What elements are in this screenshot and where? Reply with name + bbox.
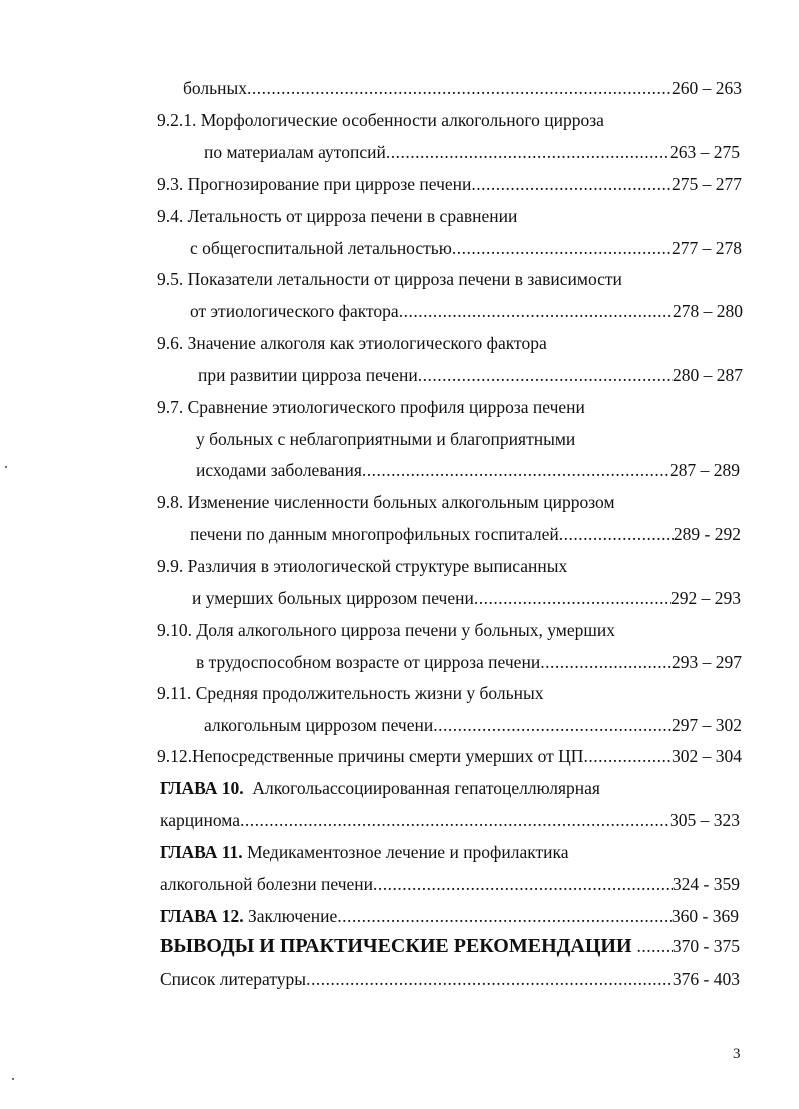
toc-entry [160, 935, 740, 957]
toc-entry-pages: 289 - 292 [673, 524, 741, 544]
toc-leader-dots [337, 905, 672, 927]
toc-entry [183, 77, 742, 99]
toc-entry [157, 173, 742, 195]
toc-entry-text: с общегоспитальной летальностью [190, 238, 452, 258]
toc-entry-pages: 292 – 293 [671, 588, 741, 608]
toc-entry-title: 9.7. Сравнение этиологического профиля цирроза печени [157, 397, 585, 417]
chapter-title-text: Алкогольассоциированная гепатоцеллюлярная [243, 778, 600, 798]
toc-entry-text: ВЫВОДЫ И ПРАКТИЧЕСКИЕ РЕКОМЕНДАЦИИ [160, 935, 637, 957]
toc-entry-text: карцинома [160, 810, 240, 830]
toc-leader-dots [583, 745, 672, 767]
toc-entry-text [160, 905, 337, 927]
toc-entry-pages: 305 – 323 [670, 810, 740, 830]
page-number: 3 [733, 1046, 741, 1062]
toc-entry-pages: 376 - 403 [672, 969, 740, 989]
toc-entry-pages: 293 – 297 [672, 652, 742, 672]
toc-entry-title: 9.4. Летальность от цирроза печени в сравнении [157, 206, 518, 226]
toc-entry-pages: 280 – 287 [673, 365, 743, 385]
toc-leader-dots [362, 459, 670, 481]
toc-entry [190, 523, 741, 545]
toc-entry-title: 9.10. Доля алкогольного цирроза печени у больных, умерших [157, 620, 615, 640]
toc-leader-dots [386, 141, 670, 163]
toc-entry-text: от этиологического фактора [190, 301, 399, 321]
toc-entry [160, 968, 740, 990]
toc-entry-text: алкогольным циррозом печени [204, 715, 434, 735]
chapter-label: ГЛАВА 11. [160, 842, 243, 862]
toc-entry-text: и умерших больных циррозом печени [192, 588, 474, 608]
toc-entry [198, 364, 743, 386]
toc-entry-pages: 360 - 369 [671, 906, 739, 926]
toc-leader-dots [247, 77, 672, 99]
toc-entry-title: 9.5. Показатели летальности от цирроза печени в зависимости [157, 269, 622, 289]
chapter-title [160, 841, 569, 863]
toc-entry-pages: 277 – 278 [672, 238, 742, 258]
toc-entry [190, 300, 743, 322]
toc-entry-text: в трудоспособном возрасте от цирроза печени [196, 652, 541, 672]
toc-entry-text: Список литературы [160, 969, 307, 989]
chapter-title [160, 777, 600, 799]
toc-entry [196, 459, 740, 481]
chapter-title-text: Заключение [243, 906, 338, 926]
toc-entry-text: исходами заболевания [196, 460, 362, 480]
toc-leader-dots [399, 300, 673, 322]
toc-leader-dots [433, 714, 672, 736]
toc-entry-pages: 324 - 359 [672, 874, 740, 894]
toc-entry-pages: 370 - 375 [672, 936, 740, 956]
toc-entry [192, 587, 741, 609]
chapter-label: ГЛАВА 12. [160, 906, 244, 926]
toc-entry-pages: 263 – 275 [670, 142, 740, 162]
toc-entry-title: 9.2.1. Морфологические особенности алкогольного цирроза [157, 110, 604, 130]
toc-leader-dots [373, 873, 673, 895]
toc-entry [204, 141, 740, 163]
toc-entry-text: больных [183, 78, 248, 98]
toc-entry-pages: 287 – 289 [670, 460, 740, 480]
toc-entry-title: 9.11. Средняя продолжительность жизни у больных [157, 683, 544, 703]
toc-entry [160, 873, 740, 895]
toc-entry [160, 809, 740, 831]
toc-leader-dots [540, 651, 672, 673]
toc-entry-text: 9.12.Непосредственные причины смерти умерших от ЦП [157, 746, 584, 766]
toc-entry [204, 714, 742, 736]
toc-entry-title: 9.9. Различия в этиологической структуре выписанных [157, 556, 568, 576]
toc-entry-title: 9.8. Изменение численности больных алкогольным циррозом [157, 492, 615, 512]
toc-entry-pages: 260 – 263 [672, 78, 742, 98]
toc-leader-dots [559, 523, 674, 545]
chapter-label: ГЛАВА 10. [160, 778, 244, 798]
toc-entry-text: по материалам аутопсий [204, 142, 386, 162]
toc-entry [157, 745, 742, 767]
scan-speck [5, 466, 7, 468]
toc-leader-dots [637, 935, 673, 957]
toc-entry-pages: 297 – 302 [672, 715, 742, 735]
toc-entry-text: алкогольной болезни печени [160, 874, 373, 894]
chapter-title-text: Медикаментозное лечение и профилактика [242, 842, 569, 862]
toc-entry-pages: 275 – 277 [672, 174, 742, 194]
toc-entry-pages: 302 – 304 [672, 746, 742, 766]
toc-leader-dots [306, 968, 673, 990]
toc-entry [160, 905, 739, 927]
toc-entry-text: печени по данным многопрофильных госпиталей [190, 524, 559, 544]
toc-entry-title: у больных с неблагоприятными и благоприятными [196, 429, 576, 449]
toc-leader-dots [474, 587, 671, 609]
toc-entry-pages: 278 – 280 [673, 301, 743, 321]
toc-entry-text: 9.3. Прогнозирование при циррозе печени [157, 174, 472, 194]
toc-leader-dots [418, 364, 673, 386]
toc-leader-dots [452, 237, 672, 259]
toc-entry-title: 9.6. Значение алкоголя как этиологического фактора [157, 333, 547, 353]
toc-entry [190, 237, 742, 259]
toc-entry-text: при развитии цирроза печени [198, 365, 418, 385]
toc-leader-dots [471, 173, 672, 195]
toc-leader-dots [240, 809, 670, 831]
toc-entry [196, 651, 742, 673]
scan-speck [12, 1078, 14, 1080]
